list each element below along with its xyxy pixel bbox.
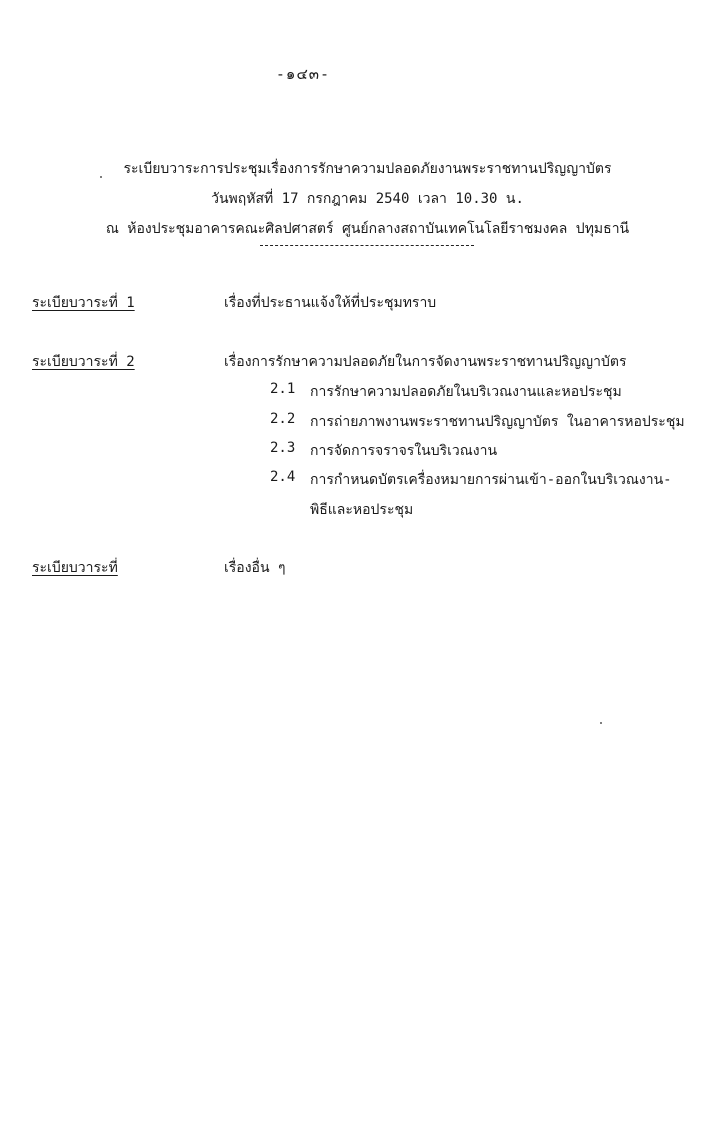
agenda-title-2: เรื่องการรักษาความปลอดภัยในการจัดงานพระราชทานปริญญาบัตร bbox=[224, 354, 627, 370]
agenda-title-1: เรื่องที่ประธานแจ้งให้ที่ประชุมทราบ bbox=[224, 295, 437, 311]
subitem-text-2-1: การรักษาความปลอดภัยในบริเวณงานและหอประชุม bbox=[310, 384, 622, 400]
subitem-text-2-4: การกำหนดบัตรเครื่องหมายการผ่านเข้า-ออกในบริเวณงาน- bbox=[310, 472, 672, 488]
subitem-text-2-2: การถ่ายภาพงานพระราชทานปริญญาบัตร ในอาคารหอประชุม bbox=[310, 414, 685, 430]
subitem-text-2-3: การจัดการจราจรในบริเวณงาน bbox=[310, 443, 498, 459]
scan-speck bbox=[100, 176, 102, 178]
agenda-label-3: ระเบียบวาระที่ bbox=[32, 560, 118, 576]
agenda-label-1: ระเบียบวาระที่ 1 bbox=[32, 295, 135, 311]
subitem-number-2-3: 2.3 bbox=[270, 440, 296, 456]
scan-speck bbox=[600, 722, 602, 724]
subitem-number-2-1: 2.1 bbox=[270, 381, 296, 397]
agenda-label-2: ระเบียบวาระที่ 2 bbox=[32, 354, 135, 370]
header-divider bbox=[260, 245, 474, 246]
subitem-number-2-4: 2.4 bbox=[270, 469, 296, 485]
subitem-text-2-4-continued: พิธีและหอประชุม bbox=[310, 502, 414, 518]
agenda-heading: ระเบียบวาระการประชุมเรื่องการรักษาความปลอดภัยงานพระราชทานปริญญาบัตร bbox=[123, 161, 612, 177]
meeting-date-line: วันพฤหัสที่ 17 กรกฎาคม 2540 เวลา 10.30 น. bbox=[211, 191, 524, 207]
meeting-location: ณ ห้องประชุมอาคารคณะศิลปศาสตร์ ศูนย์กลางสถาบันเทคโนโลยีราชมงคล ปทุมธานี bbox=[105, 221, 630, 237]
page-number: -๑๔๓- bbox=[275, 65, 331, 83]
subitem-number-2-2: 2.2 bbox=[270, 411, 296, 427]
agenda-title-3: เรื่องอื่น ๆ bbox=[224, 560, 286, 576]
